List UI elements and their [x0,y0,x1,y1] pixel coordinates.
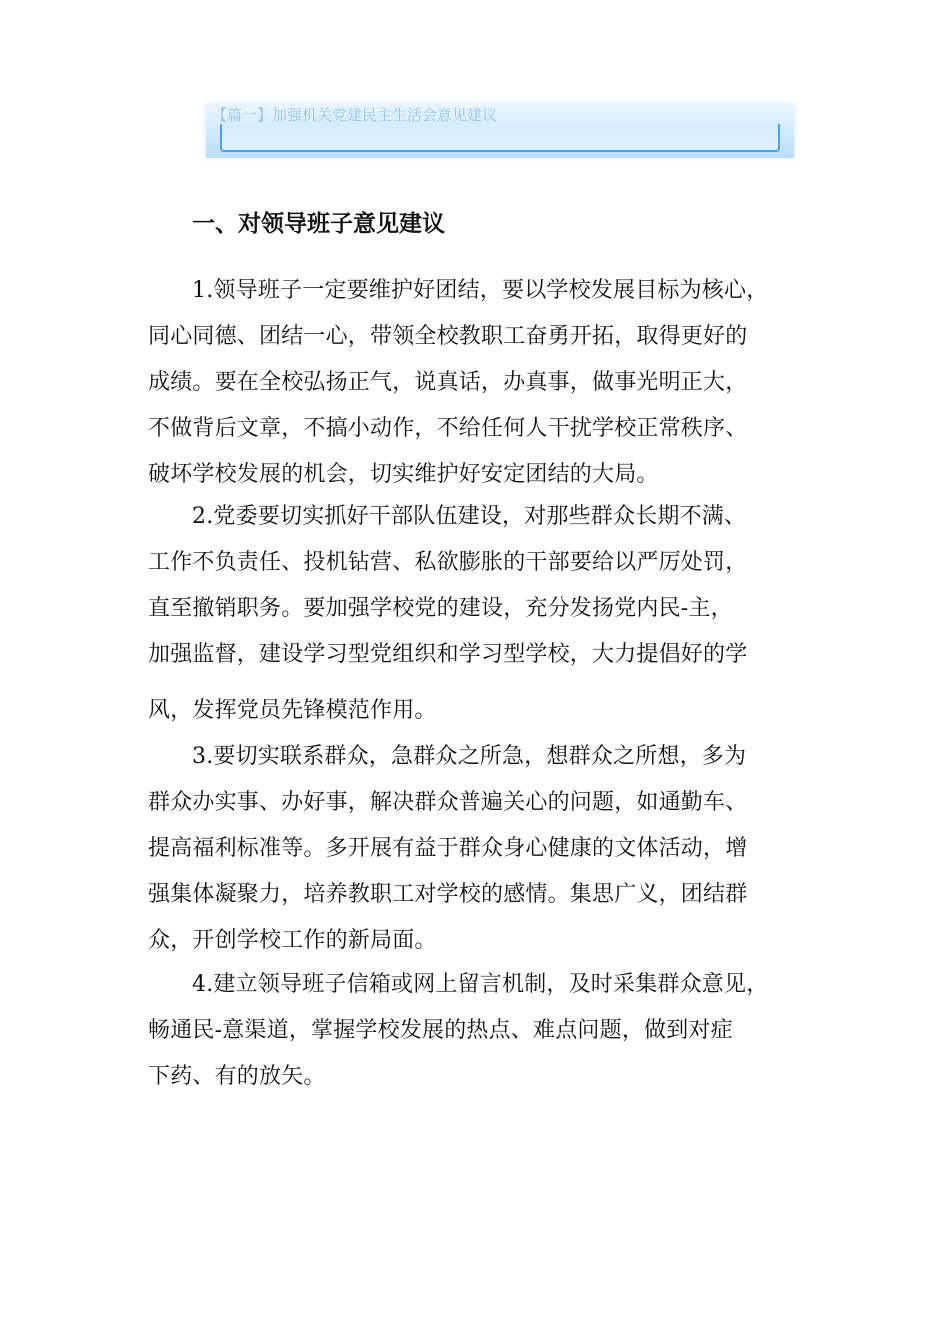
paragraph-line: 2.党委要切实抓好干部队伍建设，对那些群众长期不满、 [192,504,747,529]
paragraph-line: 1.领导班子一定要维护好团结，要以学校发展目标为核心， [192,278,769,303]
paragraph-line: 成绩。要在全校弘扬正气，说真话，办真事，做事光明正大， [148,370,748,395]
paragraph-line: 3.要切实联系群众，急群众之所急，想群众之所想，多为 [192,744,747,769]
paragraph-line: 下药、有的放矢。 [148,1064,326,1089]
paragraph-line: 加强监督，建设学习型党组织和学习型学校，大力提倡好的学 [148,642,748,667]
paragraph-line: 畅通民-意渠道，掌握学校发展的热点、难点问题，做到对症 [148,1018,733,1043]
header-banner [206,104,794,158]
section-heading: 一、对领导班子意见建议 [192,211,445,237]
paragraph-line: 强集体凝聚力，培养教职工对学校的感情。集思广义，团结群 [148,882,748,907]
paragraph-line: 众，开创学校工作的新局面。 [148,928,437,953]
paragraph-line: 破坏学校发展的机会，切实维护好安定团结的大局。 [148,462,659,487]
paragraph-4 [148,962,808,1100]
paragraph-2 [148,494,808,734]
paragraph-line: 同心同德、团结一心，带领全校教职工奋勇开拓，取得更好的 [148,324,748,349]
paragraph-line: 群众办实事、办好事，解决群众普遍关心的问题，如通勤车、 [148,790,748,815]
banner-frame [220,124,780,152]
paragraph-line: 不做背后文章，不搞小动作，不给任何人干扰学校正常秩序、 [148,416,748,441]
paragraph-line: 风，发挥党员先锋模范作用。 [148,698,437,723]
banner-title: 【篇一】加强机关党建民主生活会意见建议 [212,106,498,124]
paragraph-1 [148,268,808,498]
paragraph-3 [148,734,808,964]
paragraph-line: 提高福利标准等。多开展有益于群众身心健康的文体活动，增 [148,836,748,861]
paragraph-line: 4.建立领导班子信箱或网上留言机制，及时采集群众意见， [192,972,769,997]
paragraph-line: 直至撤销职务。要加强学校党的建设，充分发扬党内民-主， [148,596,733,621]
paragraph-line: 工作不负责任、投机钻营、私欲膨胀的干部要给以严厉处罚， [148,550,748,575]
